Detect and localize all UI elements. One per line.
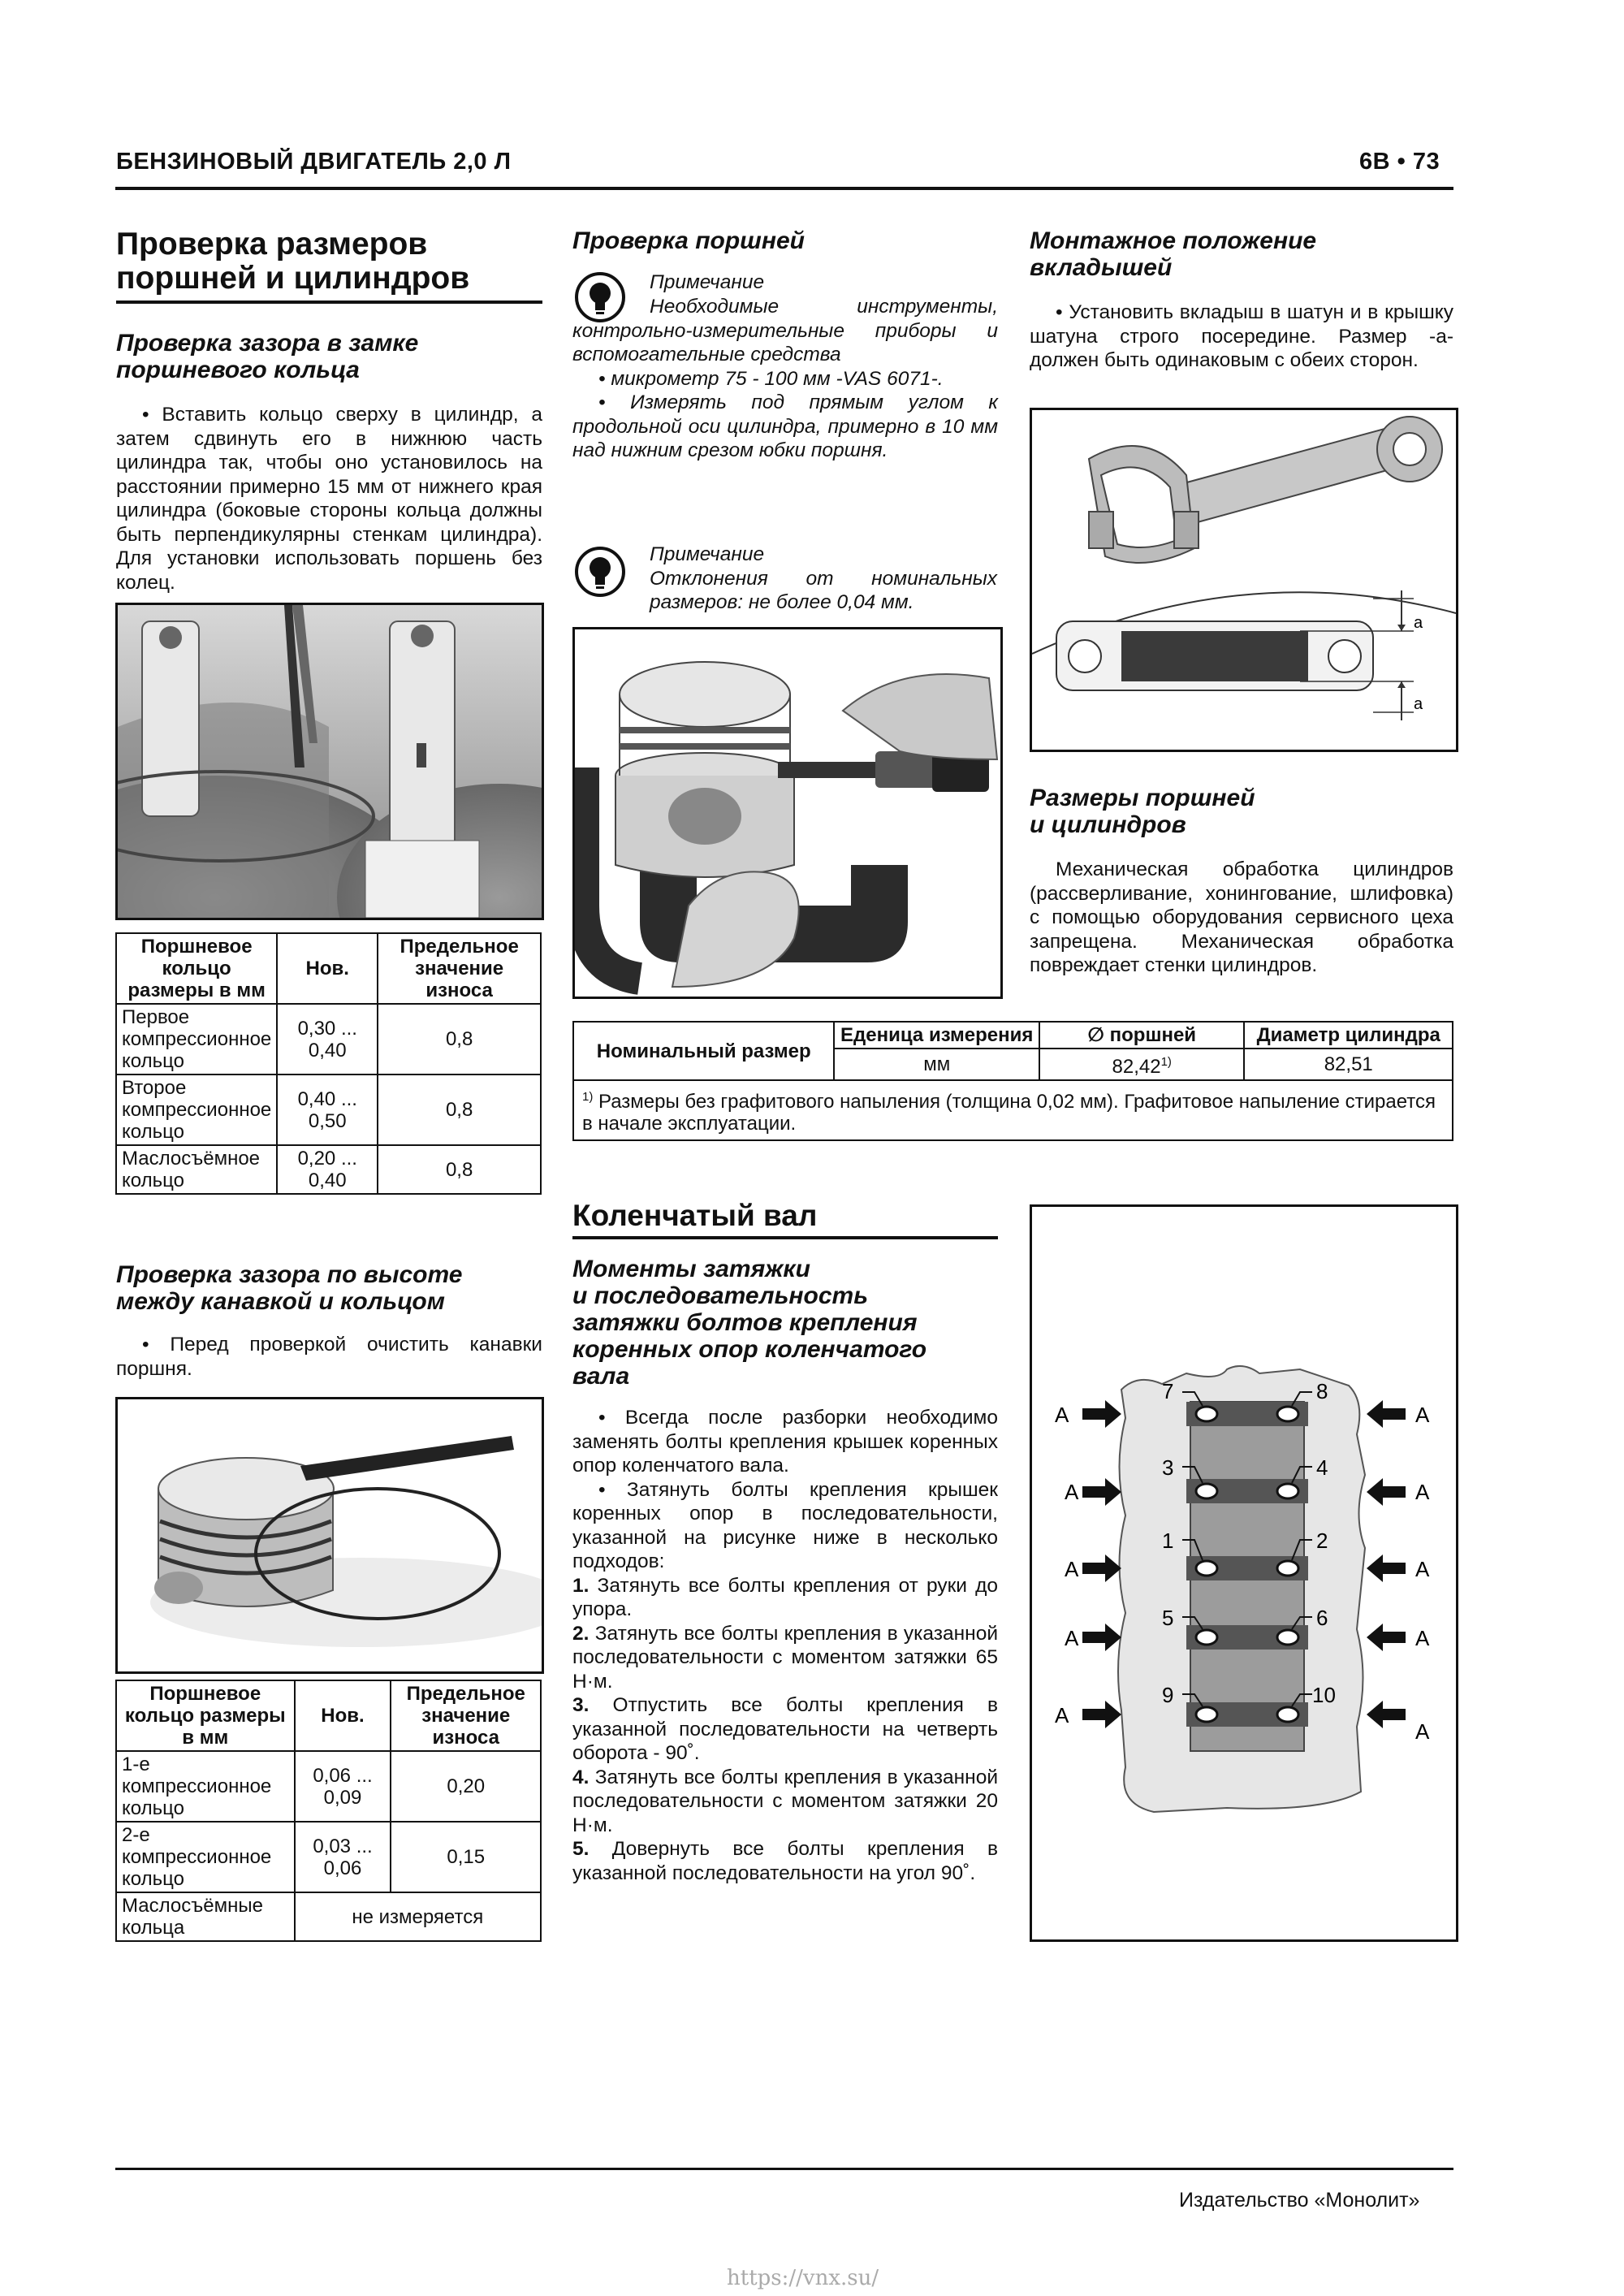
table-cell: 0,15 [391,1822,541,1892]
table-row [116,1822,541,1892]
subheading-bearing-position [1030,227,1453,281]
step-text: Затянуть все болты крепления от руки до упора. [572,1574,999,1620]
cylinder-bore-illustration [118,605,542,918]
table-cell: 0,8 [378,1145,541,1194]
figure-piston-feeler [115,1397,544,1674]
bolt-label: 7 [1162,1379,1174,1403]
crank-step [572,1766,998,1838]
crank-paragraph2: • Затянуть болты крепления крышек коренных опор в последовательности, указанной на рисунке ниже в несколько подходов: [572,1478,998,1572]
table-cell: 0,20 [391,1751,541,1822]
connecting-rod-illustration [1032,410,1456,750]
note1-bullet: • микрометр 75 - 100 мм -VAS 6071-. [598,367,944,390]
torque-line2: и последовательность [572,1282,869,1309]
bearing-heading-line1: Монтажное положение [1030,227,1317,254]
footer-rule [115,2168,1453,2170]
crank-paragraph1: • Всегда после разборки необходимо заменять болты крепления крышек коренных опор коленчатого вала. [572,1407,998,1477]
column-left-lower [116,1261,542,1381]
table-header-new: Нов. [295,1680,391,1751]
dimension-label-a: a [1414,695,1423,713]
figure-micrometer [572,627,1003,999]
sizes-heading-line1: Размеры поршней [1030,785,1255,811]
figure-bolt-sequence [1030,1204,1458,1942]
torque-line4: коренных опор коленчатого [572,1336,927,1363]
table-header-ring: Поршневое кольцо размеры в мм [116,1680,295,1751]
bolt-label: 9 [1162,1683,1174,1707]
table-header-unit: Еденица измерения [834,1022,1039,1049]
table-row [116,1892,541,1941]
note2-label: Примечание [650,543,765,565]
table-cell-piston [1039,1049,1244,1080]
crank-step [572,1693,998,1766]
torque-line1: Моменты затяжки [572,1256,810,1282]
table-header-nominal: Номинальный размер [573,1022,834,1080]
piston-value: 82,42 [1112,1056,1161,1078]
main-heading-line2: поршней и цилиндров [116,261,470,296]
column-right [1030,227,1453,373]
crank-step [572,1574,998,1622]
table-cell: Первое компрессионное кольцо [116,1004,277,1074]
step-number: 2. [572,1622,590,1645]
note1-bullet2: • Измерять под прямым углом к продольной оси цилиндра, примерно в 10 мм над нижним срезом юбки поршня. [572,391,998,461]
note1-box [650,270,997,295]
bolt-label: 2 [1316,1529,1328,1553]
table-row [116,1004,541,1074]
note2-box [650,543,997,615]
arrow-label: A [1415,1480,1430,1504]
bolt-label: 3 [1162,1455,1174,1480]
subheading-groove-gap-line2: между канавкой и кольцом [116,1288,445,1315]
table-cell: 0,8 [378,1074,541,1145]
table-header-limit: Предельное значение износа [391,1680,541,1751]
table-cell-cylinder: 82,51 [1244,1049,1453,1080]
subheading-groove-gap [116,1261,542,1315]
table-header-ring: Поршневое кольцо размеры в мм [116,933,277,1004]
ring-gap-paragraph: • Вставить кольцо сверху в цилиндр, а затем сдвинуть его в нижнюю часть цилиндра так, чтобы оно установилось на расстоянии примерно 15 мм от нижнего края цилиндра (боковые стороны кольца должны быть перпендикулярны стенкам цилиндра). Для установки использовать поршень без колец. [116,404,542,594]
subheading-torque [572,1256,998,1390]
note2-text: Отклонения от номинальных размеров: не более 0,04 мм. [650,567,997,613]
table-header-new: Нов. [277,933,378,1004]
bolt-label: 1 [1162,1529,1174,1553]
column-right-sizes [1030,785,1453,978]
column-middle-lower [572,1199,998,1885]
table-cell: 0,03 ... 0,06 [295,1822,391,1892]
crank-step [572,1837,998,1885]
figure-cylinder-bore [115,603,544,920]
footnote-text: Размеры без графитового напыления (толщина 0,02 мм). Графитовое напыление стирается в начале эксплуатации. [582,1091,1436,1135]
step-number: 4. [572,1766,590,1788]
bolt-label: 6 [1316,1606,1328,1630]
arrow-label: A [1415,1719,1430,1744]
column-left [116,227,542,595]
torque-line5: вала [572,1363,630,1390]
subheading-sizes [1030,785,1453,838]
table-header-cylinder: Диаметр цилиндра [1244,1022,1453,1049]
nominal-size-table [572,1021,1453,1141]
table-cell: Маслосъёмные кольца [116,1892,295,1941]
groove-gap-table [115,1680,542,1942]
crankshaft-heading: Коленчатый вал [572,1199,818,1232]
table-header-row [116,933,541,1004]
table-cell: 0,30 ... 0,40 [277,1004,378,1074]
table-note-row [573,1080,1453,1140]
table-cell: Второе компрессионное кольцо [116,1074,277,1145]
table-footnote [573,1080,1453,1140]
table-cell: 0,8 [378,1004,541,1074]
step-number: 5. [572,1838,590,1860]
arrow-label: A [1065,1626,1079,1650]
arrow-label: A [1055,1403,1069,1427]
arrow-label: A [1065,1557,1079,1581]
micrometer-illustration [575,629,1000,997]
step-number: 1. [572,1574,590,1597]
table-cell: 2-е компрессионное кольцо [116,1822,295,1892]
torque-line3: затяжки болтов крепления [572,1309,918,1336]
dimension-label-a: a [1414,614,1423,632]
table-cell: 0,06 ... 0,09 [295,1751,391,1822]
step-number: 3. [572,1694,590,1716]
table-cell: 0,40 ... 0,50 [277,1074,378,1145]
publisher-name: Издательство «Монолит» [1179,2189,1420,2212]
footnote-marker: 1) [582,1090,594,1104]
header-rule [115,187,1453,190]
bolt-sequence-diagram [1032,1207,1456,1939]
main-heading-rule [116,301,542,304]
subheading-ring-gap-line2: поршневого кольца [116,357,360,383]
table-header-limit: Предельное значение износа [378,933,541,1004]
subheading-groove-gap-line1: Проверка зазора по высоте [116,1261,463,1288]
subheading-ring-gap [116,330,542,383]
arrow-label: A [1415,1403,1430,1427]
table-header-row [573,1022,1453,1049]
subheading-piston-check: Проверка поршней [572,227,805,254]
note1-label: Примечание [650,271,765,293]
bearing-heading-line2: вкладышей [1030,254,1173,281]
subheading-ring-gap-line1: Проверка зазора в замке [116,330,419,357]
footnote-ref: 1) [1160,1055,1172,1069]
piston-feeler-illustration [118,1399,542,1671]
main-heading [116,227,542,296]
table-cell: 0,20 ... 0,40 [277,1145,378,1194]
note1-body [572,295,998,463]
step-text: Затянуть все болты крепления в указанной последовательности с моментом затяжки 20 Н·м. [572,1766,999,1836]
page-number: 6В • 73 [1359,149,1440,175]
crank-step [572,1622,998,1694]
figure-connecting-rod [1030,408,1458,752]
table-cell: Маслосъёмное кольцо [116,1145,277,1194]
watermark-url: https://vnx.su/ [727,2266,879,2290]
arrow-label: A [1415,1557,1430,1581]
table-row [116,1751,541,1822]
ring-gap-table [115,932,542,1195]
bolt-label: 4 [1316,1455,1328,1480]
table-cell: 1-е компрессионное кольцо [116,1751,295,1822]
table-row [116,1145,541,1194]
bolt-label: 8 [1316,1379,1328,1403]
table-header-row [116,1680,541,1751]
sizes-paragraph: Механическая обработка цилиндров (рассверливание, хонингование, шлифовка) с помощью оборудования сервисного цеха запрещена. Механическая обработка повреждает стенки цилиндров. [1030,858,1453,976]
crankshaft-heading-rule [572,1236,998,1239]
step-text: Довернуть все болты крепления в указанной последовательности на угол 90˚. [572,1838,998,1884]
table-row [116,1074,541,1145]
arrow-label: A [1055,1703,1069,1727]
note-lightbulb-icon [575,547,625,597]
main-heading-line1: Проверка размеров [116,227,428,262]
note1-text: Необходимые инструменты, контрольно-измерительные приборы и вспомогательные средства [572,296,998,365]
bearing-paragraph: • Установить вкладыш в шатун и в крышку шатуна строго посередине. Размер -а- должен быть одинаковым с обеих сторон. [1030,301,1453,371]
bolt-label: 5 [1162,1606,1174,1630]
arrow-label: A [1065,1480,1079,1504]
step-text: Отпустить все болты крепления в указанной последовательности на четверть оборота - 90˚. [572,1694,998,1764]
sizes-heading-line2: и цилиндров [1030,811,1186,838]
table-cell-unit: мм [834,1049,1039,1080]
arrow-label: A [1415,1626,1430,1650]
column-middle [572,227,998,254]
table-cell: не измеряется [295,1892,541,1941]
table-header-piston: ∅ поршней [1039,1022,1244,1049]
running-title: БЕНЗИНОВЫЙ ДВИГАТЕЛЬ 2,0 Л [116,149,512,175]
bolt-label: 10 [1312,1683,1336,1707]
groove-paragraph: • Перед проверкой очистить канавки поршня. [116,1334,542,1380]
step-text: Затянуть все болты крепления в указанной последовательности с моментом затяжки 65 Н·м. [572,1622,999,1693]
